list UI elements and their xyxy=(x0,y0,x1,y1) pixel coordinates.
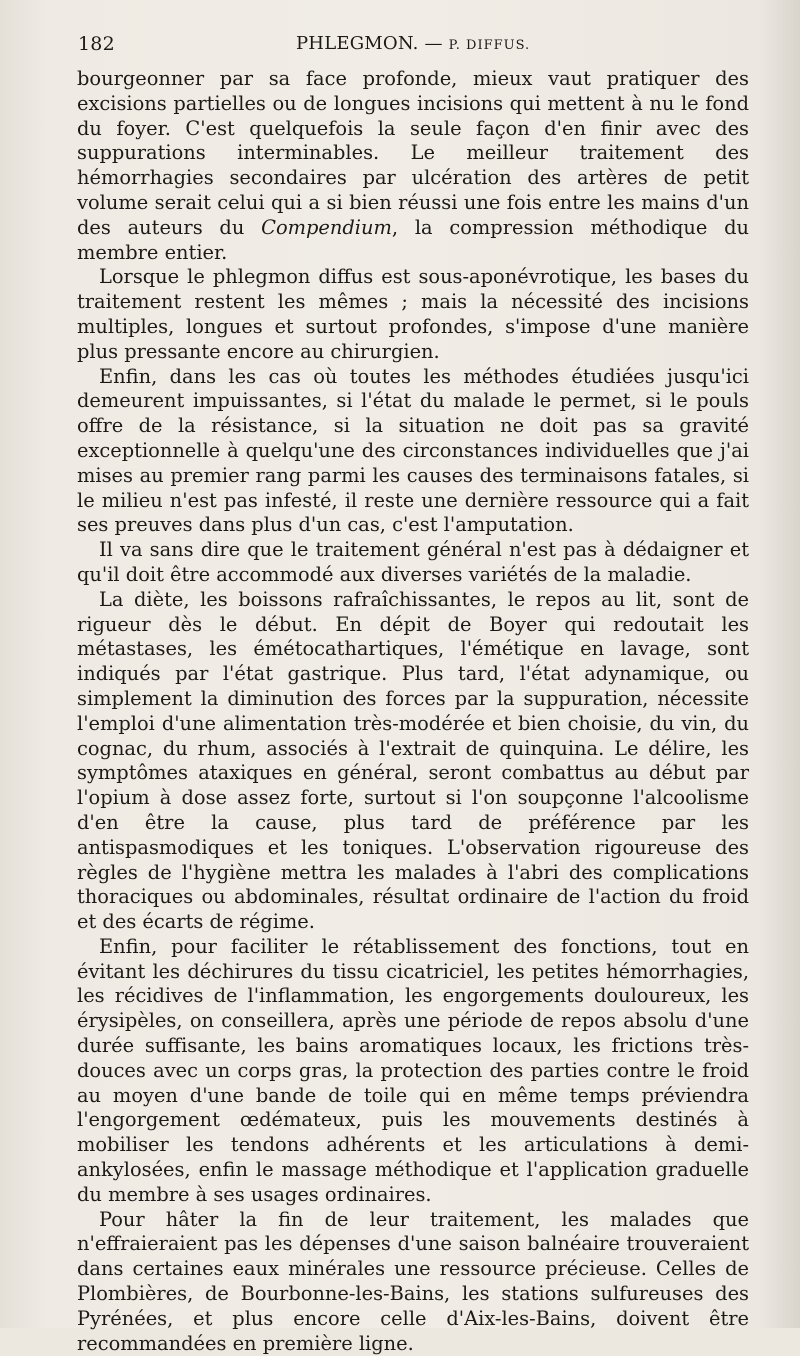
page-number: 182 xyxy=(78,33,115,55)
paragraph: Pour hâter la fin de leur traitement, les malades que n'effraieraient pas les dépenses d'une saison balnéaire trouveraient dans certaines eaux minérales une ressource précieuse. Celles de Plombières, de Bourbonne-les-Bains, les stations sulfureuses des Pyrénées, et plus encore celle d'Aix-les-Bains, doivent être recommandées en première ligne. xyxy=(77,1207,749,1355)
body-text xyxy=(77,67,749,1356)
paragraph: La diète, les boissons rafraîchissantes, le repos au lit, sont de rigueur dès le début. En dépit de Boyer qui redoutait les métastases, les émétocathartiques, l'émétique en lavage, sont indiqués par l'état gastrique. Plus tard, l'état adynamique, ou simplement la diminution des forces par la suppuration, nécessite l'emploi d'une alimentation très-modérée et bien choisie, du vin, du cognac, du rhum, associés à l'extrait de quinquina. Le délire, les symptômes ataxiques en général, seront combattus au début par l'opium à dose assez forte, surtout si l'on soupçonne l'alcoolisme d'en être la cause, plus tard de préférence par les antispasmodiques et les toniques. L'observation rigoureuse des règles de l'hygiène mettra les malades à l'abri des complications thoraciques ou abdominales, résultat ordinaire de l'action du froid et des écarts de régime. xyxy=(77,587,749,934)
paragraph xyxy=(77,67,749,265)
paragraph-text: bourgeonner par sa face profonde, mieux vaut pratiquer des excisions partielles ou de longues incisions qui mettent à nu le fond du foyer. C'est quelquefois la seule façon d'en finir avec des suppurations interminables. Le meilleur traitement des hémorrhagies secondaires par ulcération des artères de petit volume serait celui qui a si bien réussi une fois entre les mains d'un des auteurs du xyxy=(77,67,749,239)
italic-title: Compendium xyxy=(261,215,392,239)
running-header xyxy=(78,30,748,60)
paragraph: Lorsque le phlegmon diffus est sous-aponévrotique, les bases du traitement restent les mêmes ; mais la nécessité des incisions multiples, longues et surtout profondes, s'impose d'une manière plus pressante encore au chirurgien. xyxy=(77,265,749,363)
header-subtitle: P. DIFFUS. xyxy=(448,38,531,53)
header-separator: — xyxy=(424,33,443,54)
header-title: PHLEGMON. xyxy=(296,33,419,54)
running-title xyxy=(296,33,530,54)
paragraph: Enfin, dans les cas où toutes les méthodes étudiées jusqu'ici demeurent impuissantes, si l'état du malade le permet, si le pouls offre de la résistance, si la situation ne doit pas sa gravité exceptionnelle à quelqu'une des circonstances individuelles que j'ai mises au premier rang parmi les causes des terminaisons fatales, si le milieu n'est pas infesté, il reste une dernière ressource qui a fait ses preuves dans plus d'un cas, c'est l'amputation. xyxy=(77,364,749,537)
paragraph: Enfin, pour faciliter le rétablissement des fonctions, tout en évitant les déchirures du tissu cicatriciel, les petites hémorrhagies, les récidives de l'inflammation, les engorgements douloureux, les érysipèles, on conseillera, après une période de repos absolu d'une durée suffisante, les bains aromatiques locaux, les frictions très-douces avec un corps gras, la protection des parties contre le froid au moyen d'une bande de toile qui en même temps préviendra l'engorgement œdémateux, puis les mouvements destinés à mobiliser les tendons adhérents et les articulations à demi-ankylosées, enfin le massage méthodique et l'application graduelle du membre à ses usages ordinaires. xyxy=(77,934,749,1206)
paragraph: Il va sans dire que le traitement général n'est pas à dédaigner et qu'il doit être accommodé aux diverses variétés de la maladie. xyxy=(77,538,749,586)
paragraph-text: , la compression méthodique du membre entier. xyxy=(77,215,749,264)
